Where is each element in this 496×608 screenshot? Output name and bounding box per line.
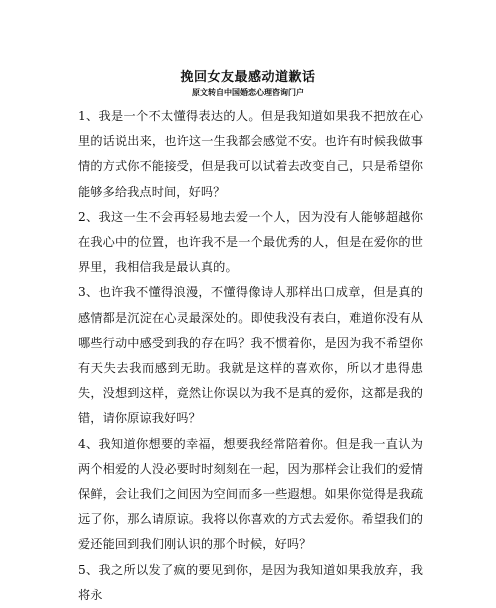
paragraph-1: 1、我是一个不太懂得表达的人。但是我知道如果我不把放在心里的话说出来，也许这一生我都会感觉不安。也许有时候我做事情的方式你不能接受，但是我可以试着去改变自己，只是希望你能够多给我点时间，好吗？	[78, 109, 423, 199]
document-title: 挽回女友最感动道歉话	[180, 70, 316, 85]
document-subtitle: 原文转自中国婚恋心理咨询门户	[192, 87, 304, 97]
paragraph-4: 4、我知道你想要的幸福，想要我经常陪着你。但是我一直认为两个相爱的人没必要时时刻刻在一起，因为那样会让我们的爱情保鲜，会让我们之间因为空间而多一些遐想。如果你觉得是我疏远了你，那么请原谅。我将以你喜欢的方式去爱你。希望我们的爱还能回到我们刚认识的那个时候，好吗？	[78, 436, 423, 552]
document-body	[78, 104, 423, 608]
paragraph-2: 2、我这一生不会再轻易地去爱一个人，因为没有人能够超越你在我心中的位置，也许我不是一个最优秀的人，但是在爱你的世界里，我相信我是最认真的。	[78, 209, 423, 275]
paragraph-3: 3、也许我不懂得浪漫，不懂得像诗人那样出口成章，但是真的感情都是沉淀在心灵最深处的。即使我没有表白，难道你没有从哪些行动中感受到我的存在吗？我不惯着你，是因为我不希望你有天失去我而感到无助。我就是这样的喜欢你，所以才患得患失，没想到这样，竟然让你误以为我不是真的爱你，这都是我的错，请你原谅我好吗？	[78, 285, 423, 426]
paragraph-5: 5、我之所以发了疯的要见到你，是因为我知道如果我放弃，我将永	[78, 562, 423, 602]
